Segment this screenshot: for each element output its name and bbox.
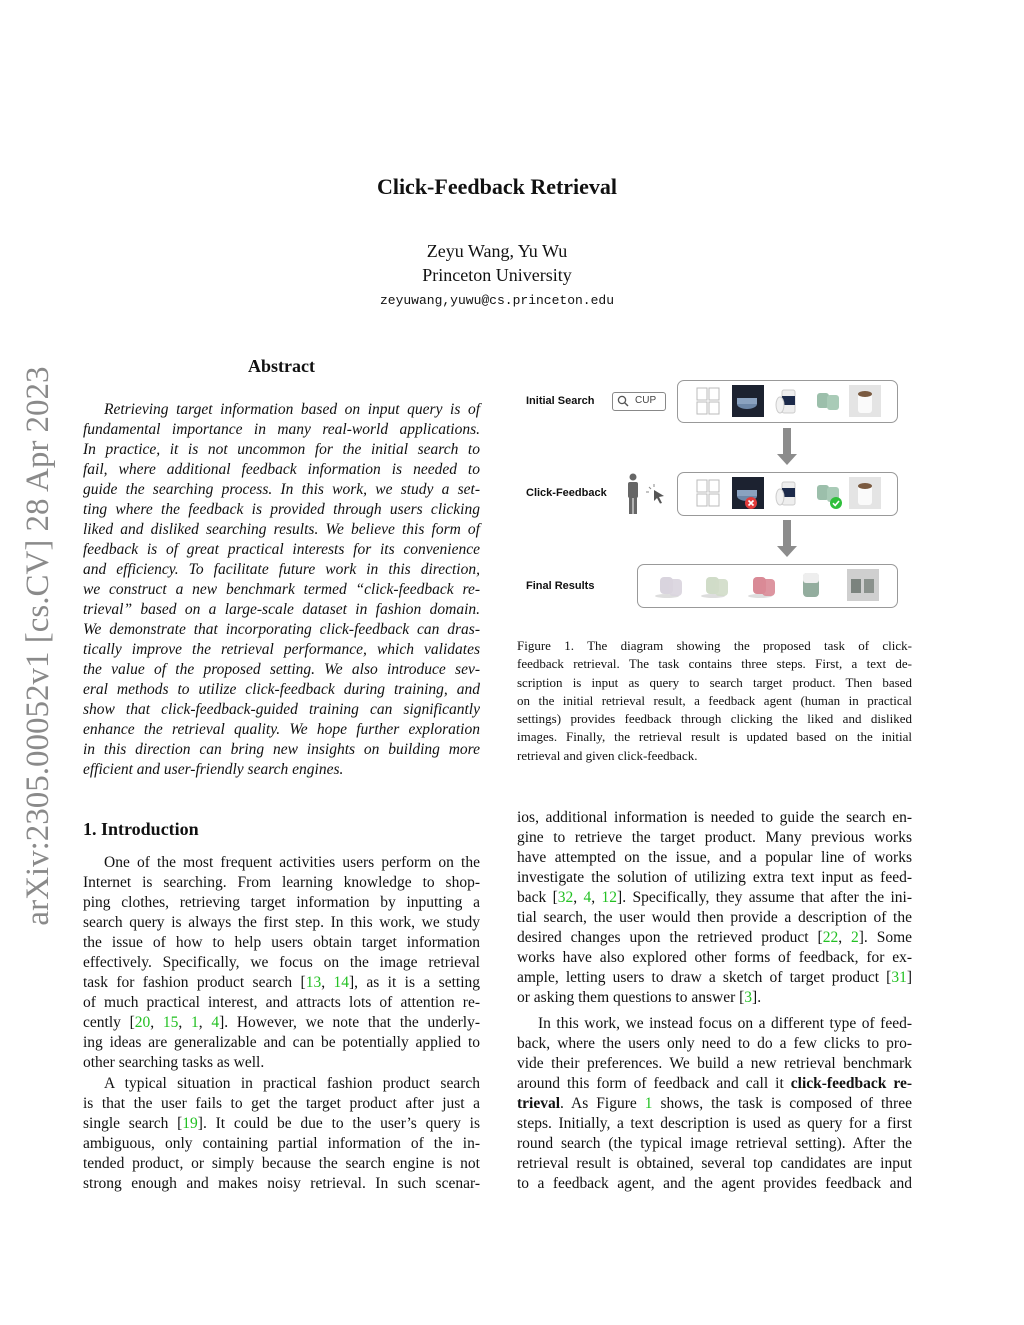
text-line: task for fashion product search [13, 14], as it is a setting xyxy=(83,974,480,991)
green-cups-thumbnail xyxy=(812,385,844,417)
text-line: have attempted on the issue, and a popular line of works xyxy=(517,849,912,866)
text-line: liked and disliked searching results. We believe this form of xyxy=(83,521,480,538)
text-line: the issue of how to help users obtain target information xyxy=(83,934,480,951)
abstract-body xyxy=(83,400,480,780)
text-line: strong enough and makes noisy retrieval. In such scenar- xyxy=(83,1175,480,1192)
citation-link[interactable]: 32 xyxy=(557,889,574,906)
text-line: in this direction can bring new insights on building more xyxy=(83,741,480,758)
text-line: or asking them questions to answer [3]. xyxy=(517,989,762,1006)
citation-link[interactable]: 15 xyxy=(162,1014,179,1031)
text-line: the value of the proposed setting. We also introduce sev- xyxy=(83,661,480,678)
paper-title: Click-Feedback Retrieval xyxy=(376,174,618,199)
text-line: and efficiency. To facilitate future work in this direction, xyxy=(83,561,480,578)
text-line: other searching tasks as well. xyxy=(83,1054,265,1071)
citation-link[interactable]: 3 xyxy=(744,989,753,1006)
authors: Zeyu Wang, Yu Wu xyxy=(426,241,568,261)
text-line: fail, where additional feedback information is needed to xyxy=(83,461,480,478)
text-line: ambiguous, only containing partial information of the in- xyxy=(83,1135,480,1152)
text-line: In this work, we instead focus on a different type of feed- xyxy=(538,1015,912,1032)
citation-link[interactable]: 13 xyxy=(305,974,322,991)
text-line: of much practical interest, and attracts lots of attention re- xyxy=(83,994,480,1011)
intro-paragraph-2 xyxy=(83,1074,480,1194)
blue-cup-thumbnail xyxy=(732,385,764,417)
citation-link[interactable]: 12 xyxy=(601,889,618,906)
travel-mug-thumbnail xyxy=(771,385,803,417)
search-query-text: CUP xyxy=(635,395,657,406)
text-line: effectively. Specifically, we focus on the image retrieval xyxy=(83,954,480,971)
text-line: on the initial retrieval result, a feedback agent (human in practical xyxy=(517,692,912,708)
text-line: round search (the typical image retrieval setting). After the xyxy=(517,1135,912,1152)
affiliation: Princeton University xyxy=(422,265,572,285)
arxiv-identifier: arXiv:2305.00052v1 [cs.CV] 28 Apr 2023 xyxy=(20,366,56,926)
white-tumbler-thumbnail xyxy=(849,385,881,417)
search-icon xyxy=(617,395,629,407)
text-line: is that the user fails to get the target product after just a xyxy=(83,1095,480,1112)
text-line: eral methods to utilize click-feedback during training, and xyxy=(83,681,480,698)
text-line: Figure 1. The diagram showing the proposed task of click- xyxy=(517,638,912,653)
text-line: desired changes upon the retrieved product [22, 2]. Some xyxy=(517,929,913,946)
row-label-initial-search: Initial Search xyxy=(526,395,595,407)
text-line: around this form of feedback and call it click-feedback re- xyxy=(517,1075,912,1092)
text-line: ting where the feedback is provided through users clicking xyxy=(83,501,480,518)
text-line: ping clothes, retrieving target information by inputting a xyxy=(83,894,480,911)
search-query-box xyxy=(612,392,666,411)
cursor-click-icon xyxy=(646,484,668,504)
text-line: images. Finally, the retrieval result is updated based on the initial xyxy=(517,729,912,745)
text-line: retrieval result is obtained, several top candidates are input xyxy=(517,1155,912,1172)
green-cup-thumbnail xyxy=(795,569,827,601)
sage-cups-thumbnail xyxy=(701,569,733,601)
figure-caption xyxy=(517,637,912,765)
text-line: feedback is of great practical interests for its convenience xyxy=(83,541,480,558)
down-arrow-icon xyxy=(783,520,791,547)
glass-mug-thumbnail xyxy=(694,385,726,417)
like-check-icon xyxy=(829,496,861,528)
glass-mug-thumbnail xyxy=(694,477,726,509)
text-line: works have also explored other forms of feedback, for ex- xyxy=(517,949,912,966)
dislike-x-icon xyxy=(744,496,776,528)
text-line: efficient and user-friendly search engines. xyxy=(83,761,344,778)
citation-link[interactable]: 1 xyxy=(190,1014,199,1031)
text-line: We demonstrate that incorporating click-feedback can dras- xyxy=(83,621,480,638)
intro-paragraph-3 xyxy=(517,808,912,1008)
row-label-final-results: Final Results xyxy=(526,580,595,592)
text-line: trieval. As Figure 1 shows, the task is composed of three xyxy=(517,1095,912,1112)
text-line: tended product, or simply because the search engine is not xyxy=(83,1155,480,1172)
text-line: ample, letting users to draw a sketch of target product [31] xyxy=(517,969,912,986)
text-line: In practice, it is not uncommon for the initial search to xyxy=(83,441,480,458)
citation-link[interactable]: 4 xyxy=(583,889,592,906)
text-line: steps. Initially, a text description is used as query for a first xyxy=(517,1115,912,1132)
citation-link[interactable]: 20 xyxy=(134,1014,151,1031)
text-line: settings) provides feedback through clicking the liked and disliked xyxy=(517,711,912,727)
citation-link[interactable]: 19 xyxy=(182,1115,198,1132)
text-line: to a feedback agent, and the agent provides feedback and xyxy=(517,1175,912,1192)
text-line: ios, additional information is needed to guide the search en- xyxy=(517,809,912,826)
text-line: gine to retrieve the target product. Many previous works xyxy=(517,829,912,846)
text-line: Internet is searching. From learning knowledge to shop- xyxy=(83,874,480,891)
abstract-heading: Abstract xyxy=(248,356,315,376)
text-line: Retrieving target information based on input query is of xyxy=(104,401,480,418)
text-line: One of the most frequent activities users perform on the xyxy=(104,854,480,871)
citation-link[interactable]: 14 xyxy=(333,974,349,991)
text-line: single search [19]. It could be due to the user’s query is xyxy=(83,1115,480,1132)
intro-paragraph-4 xyxy=(517,1014,912,1194)
text-line: show that click-feedback-guided training can significantly xyxy=(83,701,480,718)
pink-cups-thumbnail xyxy=(748,569,780,601)
citation-link[interactable]: 22 xyxy=(822,929,839,946)
text-line: enhance the retrieval quality. We hope further exploration xyxy=(83,721,480,738)
text-line: cently [20, 15, 1, 4]. However, we note that the underly- xyxy=(83,1014,481,1031)
row-label-click-feedback: Click-Feedback xyxy=(526,487,607,499)
text-line: guide the searching process. In this work, we study a set- xyxy=(83,481,480,498)
email: zeyuwang,yuwu@cs.princeton.edu xyxy=(379,293,615,308)
text-line: ing ideas are generalizable and can be potentially applied to xyxy=(83,1034,480,1051)
text-line: feedback retrieval. The task contains three steps. First, a text de- xyxy=(517,656,912,672)
citation-link[interactable]: 4 xyxy=(211,1014,220,1031)
text-line: back, where the users only need to do a few clicks to pro- xyxy=(517,1035,912,1052)
lavender-cups-thumbnail xyxy=(655,569,687,601)
introduction-heading: 1. Introduction xyxy=(83,819,199,839)
grey-cups-thumbnail xyxy=(847,569,879,601)
text-line: fundamental importance in many real-world applications. xyxy=(83,421,480,438)
text-line: retrieval and given click-feedback. xyxy=(517,747,698,763)
text-line: investigate the solution of utilizing extra text input as feed- xyxy=(517,869,912,886)
down-arrow-icon xyxy=(783,428,791,455)
citation-link[interactable]: 2 xyxy=(850,929,859,946)
intro-paragraph-1 xyxy=(83,853,480,1073)
text-line: vide their preferences. We build a new retrieval benchmark xyxy=(517,1055,912,1072)
text-line: A typical situation in practical fashion product search xyxy=(104,1075,480,1092)
text-line: we construct a new benchmark termed “click-feedback re- xyxy=(83,581,480,598)
text-line: trieval” based on a large-scale dataset in fashion domain. xyxy=(83,601,480,618)
text-line: scription is input as query to search target product. Then based xyxy=(517,674,912,690)
text-line: search query is always the first step. In this work, we study xyxy=(83,914,480,931)
text-line: tically improve the retrieval performance, which validates xyxy=(83,641,480,658)
text-line: tial search, the user would then provide a description of the xyxy=(517,909,912,926)
figure-ref-link[interactable]: 1 xyxy=(644,1095,653,1112)
text-line: back [32, 4, 12]. Specifically, they assume that after the ini- xyxy=(517,889,912,906)
citation-link[interactable]: 31 xyxy=(891,969,907,986)
